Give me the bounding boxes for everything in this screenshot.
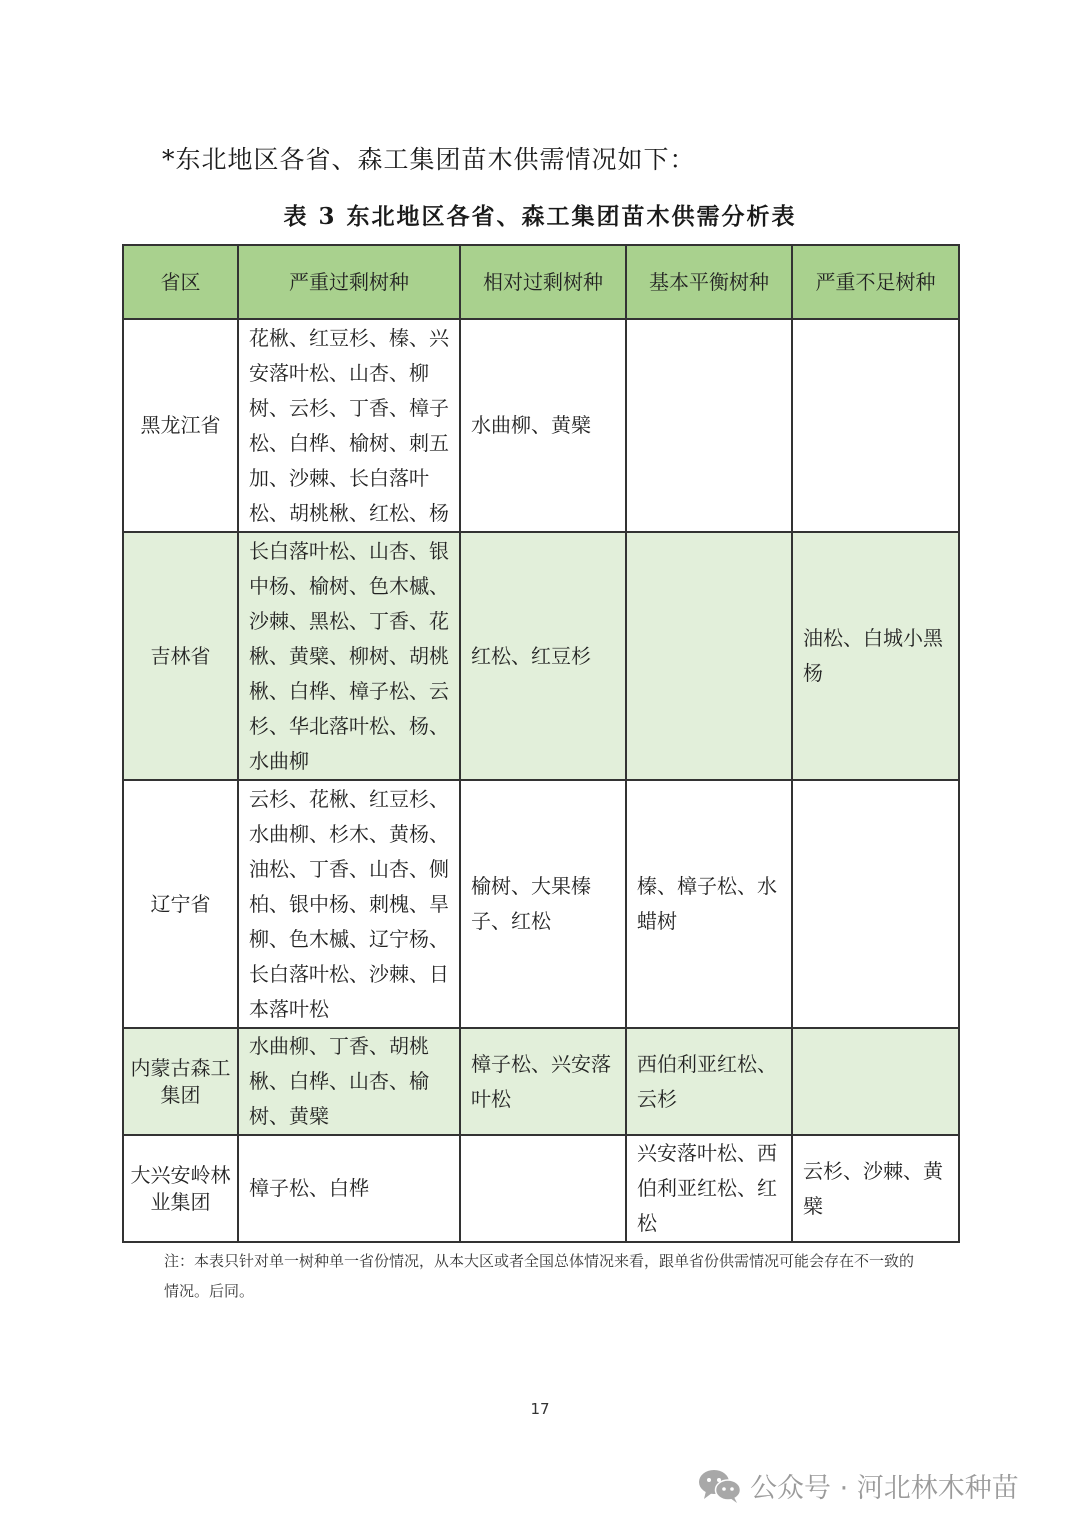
- cell-severe-surplus: 云杉、花楸、红豆杉、水曲柳、杉木、黄杨、油松、丁香、山杏、侧柏、银中杨、刺槐、旱柳、色木槭、辽宁杨、长白落叶松、沙棘、日本落叶松: [238, 780, 460, 1028]
- cell-balanced: 西伯利亚红松、云杉: [626, 1028, 792, 1135]
- watermark-text: 公众号 · 河北林木种苗: [750, 1473, 1019, 1504]
- cell-relative-surplus: 水曲柳、黄檗: [460, 319, 626, 532]
- cell-severe-surplus: 水曲柳、丁香、胡桃楸、白桦、山杏、榆树、黄檗: [238, 1028, 460, 1135]
- cell-severe-surplus: 花楸、红豆杉、榛、兴安落叶松、山杏、柳树、云杉、丁香、樟子松、白桦、榆树、刺五加、沙棘、长白落叶松、胡桃楸、红松、杨: [238, 319, 460, 532]
- cell-severe-shortage: 油松、白城小黑杨: [792, 532, 959, 780]
- cell-relative-surplus: [460, 1135, 626, 1242]
- table-row: [123, 319, 959, 532]
- intro-text: *东北地区各省、森工集团苗木供需情况如下：: [162, 145, 696, 174]
- cell-balanced: [626, 319, 792, 532]
- table-header-row: [123, 245, 959, 319]
- table-note: 注：本表只针对单一树种单一省份情况，从本大区或者全国总体情况来看，跟单省份供需情况可能会存在不一致的情况。后同。: [164, 1252, 915, 1300]
- header-balanced: 基本平衡树种: [626, 245, 792, 319]
- cell-severe-shortage: [792, 1028, 959, 1135]
- cell-severe-shortage: [792, 780, 959, 1028]
- table-row: [123, 1135, 959, 1242]
- cell-province: 黑龙江省: [123, 319, 238, 532]
- table-row: [123, 1028, 959, 1135]
- table-caption: 表 3 东北地区各省、森工集团苗木供需分析表: [283, 203, 797, 230]
- header-severe-shortage: 严重不足树种: [792, 245, 959, 319]
- cell-balanced: [626, 532, 792, 780]
- cell-severe-shortage: [792, 319, 959, 532]
- cell-relative-surplus: 红松、红豆杉: [460, 532, 626, 780]
- table-row: [123, 780, 959, 1028]
- header-province: 省区: [123, 245, 238, 319]
- cell-severe-shortage: 云杉、沙棘、黄檗: [792, 1135, 959, 1242]
- page-number: 17: [530, 1400, 550, 1418]
- table-row: [123, 532, 959, 780]
- cell-severe-surplus: 樟子松、白桦: [238, 1135, 460, 1242]
- cell-province: 大兴安岭林业集团: [123, 1135, 238, 1242]
- cell-balanced: 榛、樟子松、水蜡树: [626, 780, 792, 1028]
- cell-province: 辽宁省: [123, 780, 238, 1028]
- cell-balanced: 兴安落叶松、西伯利亚红松、红松: [626, 1135, 792, 1242]
- cell-province: 内蒙古森工集团: [123, 1028, 238, 1135]
- wechat-watermark: [698, 1466, 1019, 1505]
- cell-province: 吉林省: [123, 532, 238, 780]
- wechat-icon: [698, 1469, 742, 1503]
- supply-demand-table: [122, 244, 960, 1243]
- cell-relative-surplus: 榆树、大果榛子、红松: [460, 780, 626, 1028]
- cell-relative-surplus: 樟子松、兴安落叶松: [460, 1028, 626, 1135]
- header-severe-surplus: 严重过剩树种: [238, 245, 460, 319]
- cell-severe-surplus: 长白落叶松、山杏、银中杨、榆树、色木槭、沙棘、黑松、丁香、花楸、黄檗、柳树、胡桃楸、白桦、樟子松、云杉、华北落叶松、杨、水曲柳: [238, 532, 460, 780]
- header-relative-surplus: 相对过剩树种: [460, 245, 626, 319]
